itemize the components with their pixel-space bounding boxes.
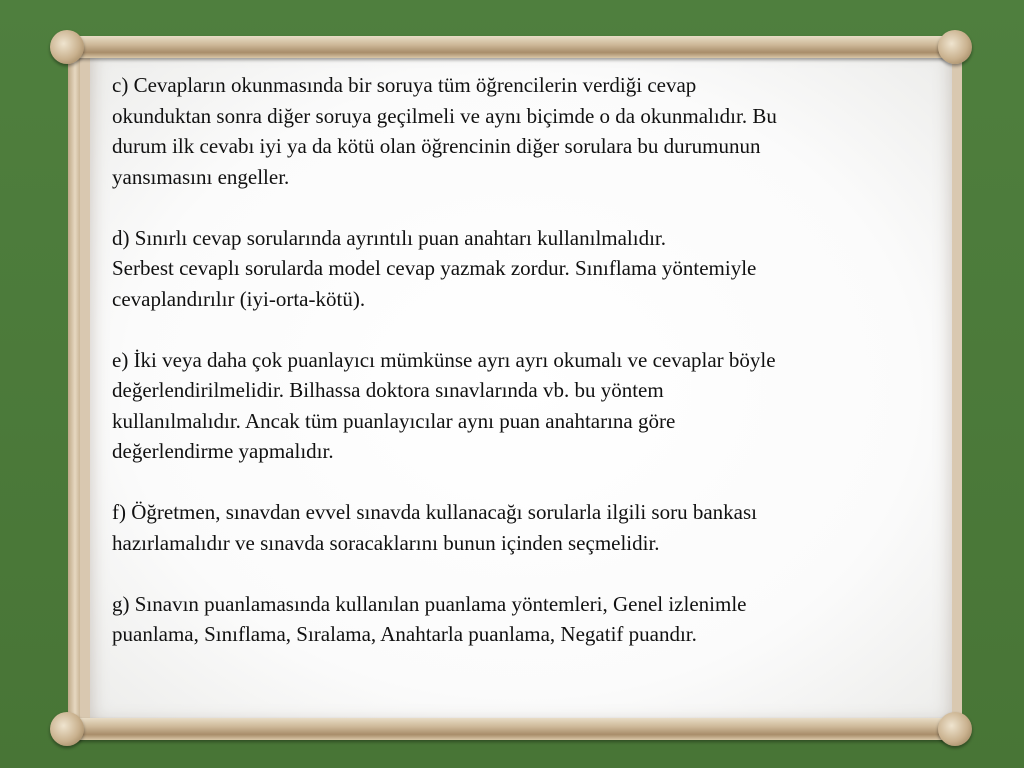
text-line: c) Cevapların okunmasında bir soruya tüm öğrencilerin verdiği cevap — [112, 73, 697, 97]
text-line: durum ilk cevabı iyi ya da kötü olan öğrencinin diğer sorulara bu durumunun — [112, 134, 761, 158]
text-line: cevaplandırılır (iyi-orta-kötü). — [112, 286, 366, 311]
text-line: değerlendirme yapmalıdır. — [112, 439, 334, 463]
text-line: değerlendirilmelidir. Bilhassa doktora sınavlarında vb. bu yöntem — [112, 378, 664, 402]
scroll-rod-end-bottom-right — [938, 712, 972, 746]
text-line: hazırlamalıdır ve sınavda soracaklarını bunun içinden seçmelidir. — [112, 530, 660, 555]
text-line: puanlama, Sınıflama, Sıralama, Anahtarla puanlama, Negatif puandır. — [112, 622, 697, 646]
scroll-rod-end-top-right — [938, 30, 972, 64]
text-line: g) Sınavın puanlamasında kullanılan puanlama yöntemleri, Genel izlenimle — [112, 591, 747, 616]
text-line: okunduktan sonra diğer soruya geçilmeli ve aynı biçimde o da okunmalıdır. Bu — [112, 103, 777, 128]
paragraph-g — [112, 589, 932, 650]
scroll-rod-end-bottom-left — [50, 712, 84, 746]
paragraph-d — [112, 223, 932, 315]
text-line: e) İki veya daha çok puanlayıcı mümkünse ayrı ayrı okumalı ve cevaplar böyle — [112, 347, 776, 372]
text-line: f) Öğretmen, sınavdan evvel sınavda kullanacağı sorularla ilgili soru bankası — [112, 500, 757, 524]
scroll-top-rod — [58, 36, 964, 58]
text-line: d) Sınırlı cevap sorularında ayrıntılı puan anahtarı kullanılmalıdır. — [112, 225, 667, 250]
scroll-rod-end-top-left — [50, 30, 84, 64]
slide-text-body — [112, 70, 932, 680]
scroll-bottom-rod — [58, 718, 964, 740]
text-line: Serbest cevaplı sorularda model cevap yazmak zordur. Sınıflama yöntemiyle — [112, 256, 757, 280]
paragraph-e — [112, 345, 932, 467]
text-line: yansımasını engeller. — [112, 164, 290, 189]
text-line: kullanılmalıdır. Ancak tüm puanlayıcılar aynı puan anahtarına göre — [112, 408, 676, 433]
paragraph-c — [112, 70, 932, 192]
paragraph-f — [112, 497, 932, 558]
